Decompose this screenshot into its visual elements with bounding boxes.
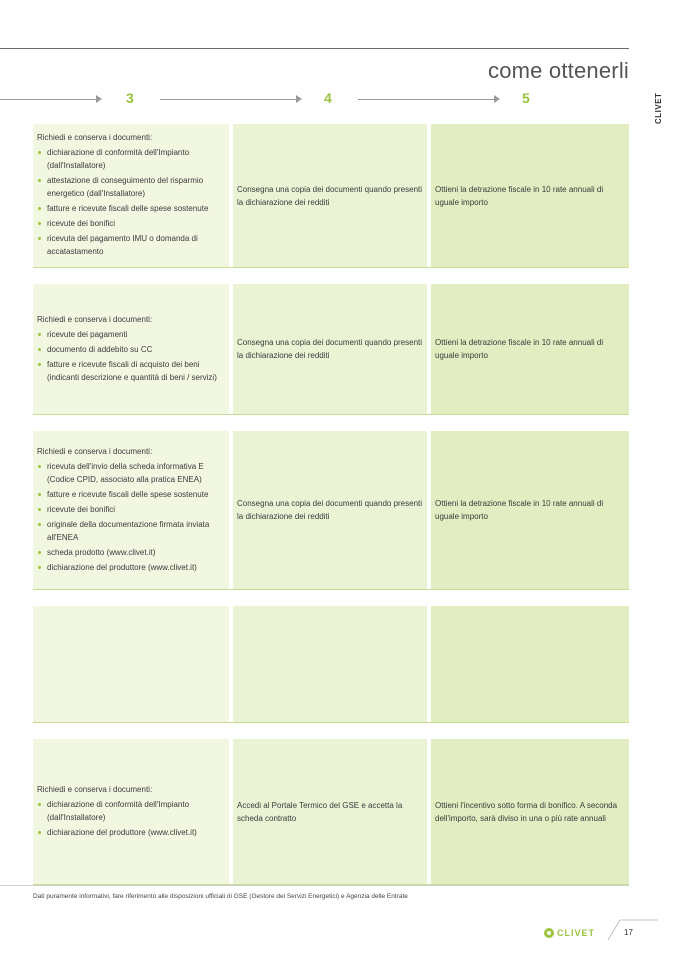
- step-arrow: [0, 99, 100, 100]
- list-item: fatture e ricevute fiscali delle spese sostenute: [37, 202, 225, 215]
- benefit-cell: [431, 284, 629, 414]
- row-divider: [33, 267, 629, 268]
- table-row: [33, 124, 629, 267]
- logo-mark-icon: [544, 928, 554, 938]
- step-arrow: [160, 99, 300, 100]
- benefit-cell: [431, 606, 629, 722]
- submission-cell: [233, 124, 427, 267]
- list-item: documento di addebito su CC: [37, 343, 225, 356]
- list-item: ricevuta del pagamento IMU o domanda di accatastamento: [37, 232, 225, 258]
- row-divider: [33, 589, 629, 590]
- logo-text: CLIVET: [557, 928, 596, 938]
- table-row: [33, 431, 629, 589]
- footnote: Dati puramente informativi, fare riferimento alle disposizioni ufficiali di GSE (Gestore dei Servizi Energetici) e Agenzia delle Entrate: [33, 893, 408, 900]
- step-arrow: [358, 99, 498, 100]
- list-item: ricevuta dell'invio della scheda informativa E (Codice CPID, associato alla pratica ENEA): [37, 460, 225, 486]
- row-divider: [33, 414, 629, 415]
- submission-text: Consegna una copia dei documenti quando presenti la dichiarazione dei redditi: [237, 184, 423, 207]
- table-row: [33, 284, 629, 414]
- documents-cell: [33, 284, 229, 414]
- documents-intro: Richiedi e conserva i documenti:: [37, 133, 153, 142]
- clivet-logo: [544, 928, 595, 938]
- benefit-text: Ottieni la detrazione fiscale in 10 rate annuali di uguale importo: [435, 338, 604, 360]
- list-item: scheda prodotto (www.clivet.it): [37, 546, 225, 559]
- submission-text: Consegna una copia dei documenti quando presenti la dichiarazione dei redditi: [237, 338, 423, 360]
- step-number-4: 4: [324, 90, 332, 106]
- list-item: dichiarazione del produttore (www.clivet.it): [37, 561, 225, 574]
- list-item: ricevute dei bonifici: [37, 503, 225, 516]
- submission-cell: [233, 606, 427, 722]
- documents-cell: [33, 739, 229, 884]
- submission-cell: [233, 284, 427, 414]
- list-item: ricevute dei pagamenti: [37, 328, 225, 341]
- documents-intro: Richiedi e conserva i documenti:: [37, 314, 153, 324]
- side-brand-label: CLIVET: [654, 92, 663, 124]
- benefit-text: Ottieni la detrazione fiscale in 10 rate annuali di uguale importo: [435, 499, 604, 521]
- benefit-cell: [431, 739, 629, 884]
- header-rule: [0, 48, 629, 49]
- documents-list: [37, 146, 225, 258]
- benefit-cell: [431, 124, 629, 267]
- page-number: 17: [624, 928, 633, 937]
- documents-list: [37, 460, 225, 574]
- submission-cell: [233, 431, 427, 589]
- table-row: [33, 739, 629, 884]
- footer-rule: [0, 885, 629, 886]
- table-row-empty: [33, 606, 629, 722]
- step-number-3: 3: [126, 90, 134, 106]
- benefit-text: Ottieni la detrazione fiscale in 10 rate annuali di uguale importo: [435, 184, 604, 207]
- row-divider: [33, 722, 629, 723]
- list-item: ricevute dei bonifici: [37, 217, 225, 230]
- documents-list: [37, 328, 225, 384]
- submission-text: Consegna una copia dei documenti quando presenti la dichiarazione dei redditi: [237, 499, 423, 521]
- submission-cell: [233, 739, 427, 884]
- page-title: come ottenerli: [488, 58, 629, 83]
- benefit-cell: [431, 431, 629, 589]
- list-item: dichiarazione di conformità dell'Impianto (dall'Installatore): [37, 146, 225, 172]
- list-item: fatture e ricevute fiscali delle spese sostenute: [37, 488, 225, 501]
- list-item: dichiarazione del produttore (www.clivet.it): [37, 826, 225, 839]
- documents-intro: Richiedi e conserva i documenti:: [37, 784, 153, 794]
- submission-text: Accedi al Portale Termico del GSE e accetta la scheda contratto: [237, 800, 403, 823]
- footer-slash-decoration: [606, 918, 661, 942]
- list-item: fatture e ricevute fiscali di acquisto dei beni (indicanti descrizione e quantità di beni / servizi): [37, 358, 225, 384]
- documents-cell: [33, 124, 229, 267]
- list-item: dichiarazione di conformità dell'Impianto (dall'Installatore): [37, 798, 225, 824]
- documents-cell: [33, 606, 229, 722]
- documents-list: [37, 798, 225, 839]
- steps-row: [0, 88, 632, 112]
- list-item: attestazione di conseguimento del risparmio energetico (dall'Installatore): [37, 174, 225, 200]
- benefit-text: Ottieni l'incentivo sotto forma di bonifico. A seconda dell'importo, sarà diviso in una o più rate annuali: [435, 800, 618, 823]
- documents-intro: Richiedi e conserva i documenti:: [37, 446, 153, 456]
- step-number-5: 5: [522, 90, 530, 106]
- documents-cell: [33, 431, 229, 589]
- list-item: originale della documentazione firmata inviata all'ENEA: [37, 518, 225, 544]
